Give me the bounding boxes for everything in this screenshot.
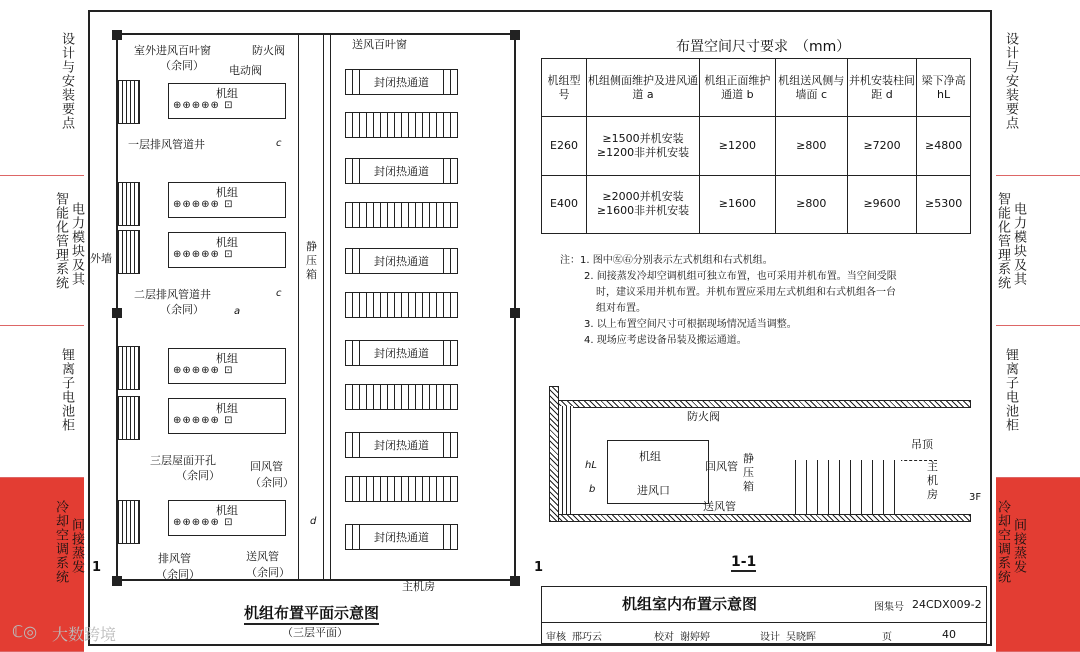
section-floor bbox=[549, 514, 971, 522]
plenum-label: 静压箱 bbox=[306, 240, 317, 281]
section-title: 1-1 bbox=[731, 554, 757, 570]
section-b-label: b bbox=[589, 484, 596, 495]
requirements-title: 布置空间尺寸要求 （mm） bbox=[676, 39, 851, 55]
table-cell: ≥2000并机安装 ≥1600非并机安装 bbox=[587, 175, 700, 233]
plan-subtitle: （三层平面） bbox=[282, 626, 348, 639]
fan-icon: ⊕⊕⊕⊕⊕ ⊡ bbox=[173, 100, 234, 111]
table-row bbox=[542, 175, 971, 233]
dim-a-label: a bbox=[234, 306, 241, 317]
check-label: 校对 bbox=[654, 632, 674, 643]
section-left-wall bbox=[549, 386, 559, 522]
ac-unit[interactable] bbox=[168, 348, 286, 384]
column bbox=[112, 576, 122, 586]
right-tab-label-2: 智能化管理系统 bbox=[995, 192, 1010, 290]
ac-unit[interactable] bbox=[168, 83, 286, 119]
main-room-label: 主机房 bbox=[402, 580, 435, 593]
fan-icon: ⊕⊕⊕⊕⊕ ⊡ bbox=[173, 199, 234, 210]
page-no: 40 bbox=[942, 628, 956, 641]
section-mark-left: 1 bbox=[92, 560, 102, 575]
right-tab-label: 间接蒸发 bbox=[1011, 518, 1026, 574]
section-view bbox=[541, 356, 982, 570]
return-duct-label: 回风管 bbox=[250, 460, 283, 473]
section-air-inlet-label: 进风口 bbox=[637, 484, 670, 497]
right-tab-label: 设计与安装要点 bbox=[1003, 32, 1018, 130]
section-hl-label: hL bbox=[585, 460, 597, 471]
right-tab-label: 电力模块及其 bbox=[1011, 202, 1026, 286]
design-name: 吴晓晖 bbox=[786, 632, 816, 643]
left-tab-label: 锂离子电池柜 bbox=[59, 348, 74, 432]
exhaust-duct-label: 排风管 bbox=[158, 552, 191, 565]
note-line: 2. 间接蒸发冷却空调机组可独立布置，也可采用并机布置。当空间受限 bbox=[584, 271, 897, 282]
plenum-wall bbox=[298, 33, 324, 581]
titleblock-divider bbox=[541, 622, 987, 623]
motor-valve-label: 电动阀 bbox=[229, 64, 262, 77]
hot-aisle-top: 封闭热通道 bbox=[345, 69, 458, 95]
section-return-duct-label: 回风管 bbox=[705, 460, 738, 473]
supply-duct-label: 送风管 bbox=[246, 550, 279, 563]
table-cell: ≥4800 bbox=[917, 117, 971, 175]
atlas-label: 图集号 bbox=[874, 602, 904, 613]
louver-in-label: 室外进风百叶窗 bbox=[134, 44, 211, 57]
section-supply-duct-label: 送风管 bbox=[703, 500, 736, 513]
fan-icon: ⊕⊕⊕⊕⊕ ⊡ bbox=[173, 365, 234, 376]
ac-unit[interactable] bbox=[168, 500, 286, 536]
unit-name: 机组 bbox=[216, 236, 238, 249]
left-tab-label: 设计与安装要点 bbox=[59, 32, 74, 130]
hot-aisle-top: 封闭热通道 bbox=[345, 158, 458, 184]
page-label: 页 bbox=[882, 632, 892, 643]
hot-aisle-top: 封闭热通道 bbox=[345, 432, 458, 458]
hot-aisle-bottom bbox=[345, 202, 458, 228]
exhaust-shaft-1-label: 一层排风管道井 bbox=[128, 138, 205, 151]
section-rack-area bbox=[785, 460, 901, 514]
section-main-room-label: 主机房 bbox=[927, 460, 938, 501]
intake-louver bbox=[118, 396, 140, 440]
left-tab-label-2: 间接蒸发 bbox=[69, 518, 84, 574]
watermark-text: 大数跨境 bbox=[52, 625, 117, 644]
watermark-logo: ℂ◎ bbox=[12, 622, 38, 641]
table-cell: ≥7200 bbox=[847, 117, 916, 175]
table-header: 梁下净高 hL bbox=[917, 59, 971, 117]
table-cell: ≥1600 bbox=[700, 175, 776, 233]
hot-aisle-bottom bbox=[345, 384, 458, 410]
titleblock-title: 机组室内布置示意图 bbox=[622, 595, 758, 613]
hot-aisle-bottom bbox=[345, 292, 458, 318]
table-cell: ≥800 bbox=[775, 175, 847, 233]
roof-opening-same-label: （余同） bbox=[176, 469, 220, 482]
review-name: 邢巧云 bbox=[572, 632, 602, 643]
intake-louver bbox=[118, 80, 140, 124]
intake-louver bbox=[118, 182, 140, 226]
return-duct-same-label: （余同） bbox=[250, 476, 294, 489]
ac-unit[interactable] bbox=[168, 398, 286, 434]
unit-name: 机组 bbox=[216, 504, 238, 517]
left-tab-label: 冷却空调系统 bbox=[53, 500, 68, 584]
table-header: 机组送风侧与墙面 c bbox=[775, 59, 847, 117]
note-line: 时，建议采用并机布置。并机布置应采用左式机组和右式机组各一台 bbox=[596, 287, 896, 298]
supply-louver-label: 送风百叶窗 bbox=[352, 38, 407, 51]
section-floor-label: 3F bbox=[969, 492, 982, 503]
dim-c-label: c bbox=[276, 138, 282, 149]
note-line: 注：1. 图中㊧㊨分别表示左式机组和右式机组。 bbox=[560, 255, 773, 266]
section-ceiling-label: 吊顶 bbox=[911, 438, 933, 451]
table-cell: ≥1500并机安装 ≥1200非并机安装 bbox=[587, 117, 700, 175]
right-tab-label-2: 冷却空调系统 bbox=[995, 500, 1010, 584]
hot-aisle-top: 封闭热通道 bbox=[345, 340, 458, 366]
plan-title: 机组布置平面示意图 bbox=[244, 602, 379, 625]
exhaust-duct-same-label: （余同） bbox=[156, 568, 200, 581]
fan-icon: ⊕⊕⊕⊕⊕ ⊡ bbox=[173, 249, 234, 260]
table-header: 并机安装柱间距 d bbox=[847, 59, 916, 117]
exhaust-shaft-2-label: 二层排风管道井 bbox=[134, 288, 211, 301]
table-cell: ≥1200 bbox=[700, 117, 776, 175]
hot-aisle-bottom bbox=[345, 112, 458, 138]
column bbox=[112, 30, 122, 40]
left-tab-label-2: 电力模块及其 bbox=[69, 202, 84, 286]
column bbox=[112, 308, 122, 318]
intake-louver bbox=[118, 230, 140, 274]
table-cell: ≥5300 bbox=[917, 175, 971, 233]
column bbox=[510, 576, 520, 586]
outer-wall-label: 外墙 bbox=[90, 252, 112, 265]
right-tab-label: 锂离子电池柜 bbox=[1003, 348, 1018, 432]
column bbox=[510, 308, 520, 318]
table-header: 机组正面维护通道 b bbox=[700, 59, 776, 117]
louver-in-same-label: （余同） bbox=[160, 59, 204, 72]
exhaust-shaft-2-same-label: （余同） bbox=[160, 303, 204, 316]
ac-unit[interactable] bbox=[168, 182, 286, 218]
supply-duct-same-label: （余同） bbox=[246, 566, 290, 579]
table-header-row bbox=[542, 59, 971, 117]
intake-louver bbox=[118, 500, 140, 544]
unit-name: 机组 bbox=[216, 186, 238, 199]
column bbox=[510, 30, 520, 40]
design-label: 设计 bbox=[760, 632, 780, 643]
section-plenum-label: 静压箱 bbox=[743, 452, 754, 493]
atlas-no: 24CDX009-2 bbox=[912, 598, 982, 611]
unit-name: 机组 bbox=[216, 352, 238, 365]
note-line: 4. 现场应考虑设备吊装及搬运通道。 bbox=[584, 335, 747, 346]
dim-d-label: d bbox=[310, 516, 317, 527]
left-tab-label: 智能化管理系统 bbox=[53, 192, 68, 290]
fan-icon: ⊕⊕⊕⊕⊕ ⊡ bbox=[173, 415, 234, 426]
table-cell: E400 bbox=[542, 175, 587, 233]
hot-aisle-bottom bbox=[345, 476, 458, 502]
table-header: 机组侧面维护及进风通道 a bbox=[587, 59, 700, 117]
review-label: 审核 bbox=[546, 632, 566, 643]
table-cell: ≥9600 bbox=[847, 175, 916, 233]
hot-aisle-top: 封闭热通道 bbox=[345, 524, 458, 550]
section-roof bbox=[549, 400, 971, 408]
fan-icon: ⊕⊕⊕⊕⊕ ⊡ bbox=[173, 517, 234, 528]
table-cell: ≥800 bbox=[775, 117, 847, 175]
table-row bbox=[542, 117, 971, 175]
unit-name: 机组 bbox=[216, 402, 238, 415]
table-header: 机组型号 bbox=[542, 59, 587, 117]
roof-opening-label: 三层屋面开孔 bbox=[150, 454, 216, 467]
section-unit-label: 机组 bbox=[639, 450, 661, 463]
hot-aisle-top: 封闭热通道 bbox=[345, 248, 458, 274]
section-fire-damper-label: 防火阀 bbox=[687, 410, 720, 423]
note-line: 3. 以上布置空间尺寸可根据现场情况适当调整。 bbox=[584, 319, 797, 330]
note-line: 组对布置。 bbox=[596, 303, 646, 314]
unit-name: 机组 bbox=[216, 87, 238, 100]
intake-louver-column bbox=[559, 406, 573, 514]
requirements-table bbox=[541, 58, 971, 234]
check-name: 谢婷婷 bbox=[680, 632, 710, 643]
intake-louver bbox=[118, 346, 140, 390]
dim-c-label-2: c bbox=[276, 288, 282, 299]
table-cell: E260 bbox=[542, 117, 587, 175]
section-mark-right: 1 bbox=[534, 560, 544, 575]
fire-damper-label: 防火阀 bbox=[252, 44, 285, 57]
ac-unit[interactable] bbox=[168, 232, 286, 268]
